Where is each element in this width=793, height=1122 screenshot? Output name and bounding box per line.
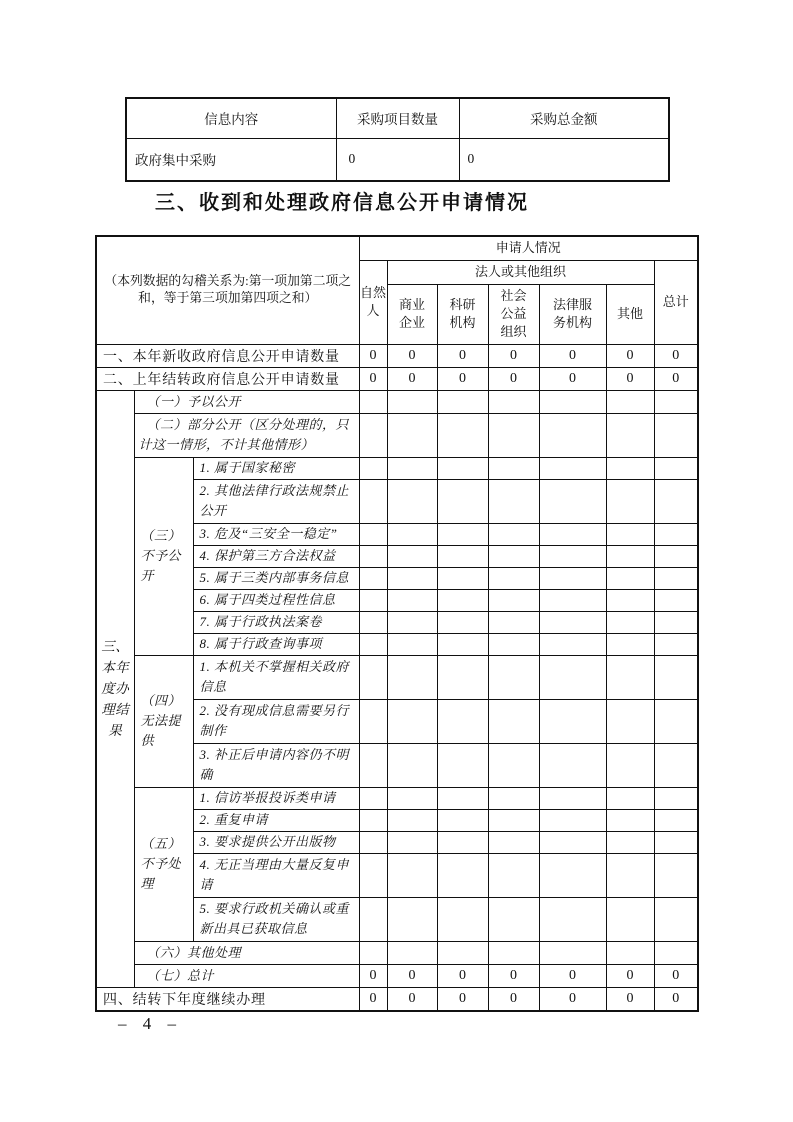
value-cell: 0 — [488, 964, 539, 987]
row-next-year-label: 四、结转下年度继续办理 — [96, 987, 359, 1011]
empty-value-cell — [488, 589, 539, 611]
empty-value-cell — [387, 699, 437, 743]
value-cell: 0 — [539, 344, 606, 367]
empty-value-cell — [437, 545, 488, 567]
value-cell: 0 — [437, 964, 488, 987]
value-cell: 0 — [606, 987, 654, 1011]
value-cell: 0 — [387, 987, 437, 1011]
header-total: 总计 — [654, 260, 698, 344]
empty-value-cell — [539, 831, 606, 853]
empty-value-cell — [387, 655, 437, 699]
item-label: 3. 要求提供公开出版物 — [193, 831, 359, 853]
empty-value-cell — [387, 545, 437, 567]
empty-value-cell — [359, 413, 387, 457]
row-new-label: 一、本年新收政府信息公开申请数量 — [96, 344, 359, 367]
empty-value-cell — [539, 941, 606, 964]
row-carry-label: 二、上年结转政府信息公开申请数量 — [96, 367, 359, 390]
empty-value-cell — [359, 809, 387, 831]
empty-value-cell — [387, 787, 437, 809]
empty-value-cell — [359, 897, 387, 941]
sub2-label: （二）部分公开（区分处理的，只计这一情形，不计其他情形） — [134, 413, 359, 457]
item-label: 3. 危及“三安全一稳定” — [193, 523, 359, 545]
empty-value-cell — [359, 941, 387, 964]
empty-value-cell — [437, 633, 488, 655]
empty-value-cell — [488, 699, 539, 743]
value-cell: 0 — [654, 367, 698, 390]
empty-value-cell — [654, 413, 698, 457]
empty-value-cell — [387, 853, 437, 897]
empty-value-cell — [437, 523, 488, 545]
empty-value-cell — [437, 743, 488, 787]
empty-value-cell — [387, 897, 437, 941]
sub7-label: （七）总计 — [134, 964, 359, 987]
header-legal-org-group: 法人或其他组织 — [387, 260, 654, 284]
empty-value-cell — [539, 479, 606, 523]
empty-value-cell — [488, 655, 539, 699]
empty-value-cell — [654, 633, 698, 655]
item-label: 4. 无正当理由大量反复申请 — [193, 853, 359, 897]
value-cell: 0 — [437, 367, 488, 390]
empty-value-cell — [606, 655, 654, 699]
value-cell: 0 — [606, 964, 654, 987]
row-next-year — [96, 987, 698, 1011]
empty-value-cell — [539, 457, 606, 479]
empty-value-cell — [539, 897, 606, 941]
empty-value-cell — [606, 897, 654, 941]
header-natural-person: 自然人 — [359, 260, 387, 344]
empty-value-cell — [539, 589, 606, 611]
empty-value-cell — [387, 809, 437, 831]
empty-value-cell — [539, 809, 606, 831]
value-cell: 0 — [654, 964, 698, 987]
empty-value-cell — [387, 831, 437, 853]
empty-value-cell — [539, 413, 606, 457]
empty-value-cell — [654, 809, 698, 831]
row-other-processing — [96, 941, 698, 964]
row-denied-item — [96, 457, 698, 479]
value-cell: 0 — [606, 367, 654, 390]
empty-value-cell — [359, 523, 387, 545]
empty-value-cell — [437, 787, 488, 809]
empty-value-cell — [437, 897, 488, 941]
empty-value-cell — [387, 611, 437, 633]
item-label: 1. 本机关不掌握相关政府信息 — [193, 655, 359, 699]
item-label: 1. 信访举报投诉类申请 — [193, 787, 359, 809]
empty-value-cell — [654, 611, 698, 633]
row-unavailable-item — [96, 655, 698, 699]
empty-value-cell — [437, 457, 488, 479]
empty-value-cell — [606, 589, 654, 611]
empty-value-cell — [539, 633, 606, 655]
value-cell: 0 — [387, 964, 437, 987]
header-social: 社会公益组织 — [488, 284, 539, 344]
procurement-header-row — [126, 98, 669, 138]
empty-value-cell — [606, 831, 654, 853]
empty-value-cell — [359, 699, 387, 743]
empty-value-cell — [387, 479, 437, 523]
empty-value-cell — [387, 413, 437, 457]
empty-value-cell — [654, 457, 698, 479]
empty-value-cell — [387, 523, 437, 545]
empty-value-cell — [359, 567, 387, 589]
empty-value-cell — [437, 413, 488, 457]
row-notprocessed-item — [96, 787, 698, 809]
empty-value-cell — [437, 479, 488, 523]
empty-value-cell — [359, 831, 387, 853]
value-cell: 0 — [437, 344, 488, 367]
empty-value-cell — [437, 611, 488, 633]
empty-value-cell — [606, 743, 654, 787]
empty-value-cell — [437, 809, 488, 831]
procurement-header-amount: 采购总金额 — [459, 98, 669, 138]
value-cell: 0 — [606, 344, 654, 367]
header-research: 科研机构 — [437, 284, 488, 344]
empty-value-cell — [359, 457, 387, 479]
item-label: 5. 要求行政机关确认或重新出具已获取信息 — [193, 897, 359, 941]
value-cell: 0 — [488, 987, 539, 1011]
empty-value-cell — [539, 853, 606, 897]
section-results-label: 三、本年度办理结果 — [96, 390, 134, 987]
row-carryover-applications — [96, 367, 698, 390]
sub5-label: （五）不予处理 — [134, 787, 193, 941]
item-label: 4. 保护第三方合法权益 — [193, 545, 359, 567]
empty-value-cell — [654, 853, 698, 897]
empty-value-cell — [359, 390, 387, 413]
empty-value-cell — [539, 787, 606, 809]
empty-value-cell — [359, 743, 387, 787]
value-cell: 0 — [387, 344, 437, 367]
empty-value-cell — [488, 941, 539, 964]
empty-value-cell — [359, 479, 387, 523]
sub4-label: （四）无法提供 — [134, 655, 193, 787]
procurement-amount-value: 0 — [459, 138, 669, 181]
empty-value-cell — [654, 655, 698, 699]
empty-value-cell — [488, 743, 539, 787]
page-number: – 4 – — [118, 1014, 179, 1033]
empty-value-cell — [606, 611, 654, 633]
item-label: 2. 重复申请 — [193, 809, 359, 831]
empty-value-cell — [606, 699, 654, 743]
empty-value-cell — [606, 479, 654, 523]
header-legal-service: 法律服务机构 — [539, 284, 606, 344]
header-other: 其他 — [606, 284, 654, 344]
item-label: 6. 属于四类过程性信息 — [193, 589, 359, 611]
empty-value-cell — [654, 479, 698, 523]
value-cell: 0 — [488, 344, 539, 367]
note-cell: （本列数据的勾稽关系为:第一项加第二项之和，等于第三项加第四项之和） — [96, 236, 359, 344]
empty-value-cell — [606, 853, 654, 897]
procurement-row-label: 政府集中采购 — [126, 138, 336, 181]
value-cell: 0 — [437, 987, 488, 1011]
value-cell: 0 — [359, 987, 387, 1011]
empty-value-cell — [437, 390, 488, 413]
procurement-data-row — [126, 138, 669, 181]
empty-value-cell — [606, 390, 654, 413]
empty-value-cell — [359, 611, 387, 633]
empty-value-cell — [654, 743, 698, 787]
empty-value-cell — [437, 853, 488, 897]
empty-value-cell — [359, 633, 387, 655]
empty-value-cell — [539, 699, 606, 743]
empty-value-cell — [539, 523, 606, 545]
empty-value-cell — [654, 699, 698, 743]
header-row-1 — [96, 236, 698, 260]
empty-value-cell — [539, 390, 606, 413]
empty-value-cell — [654, 390, 698, 413]
empty-value-cell — [654, 589, 698, 611]
empty-value-cell — [488, 633, 539, 655]
empty-value-cell — [359, 589, 387, 611]
empty-value-cell — [488, 390, 539, 413]
value-cell: 0 — [488, 367, 539, 390]
empty-value-cell — [387, 743, 437, 787]
sub6-label: （六）其他处理 — [134, 941, 359, 964]
value-cell: 0 — [359, 367, 387, 390]
empty-value-cell — [387, 941, 437, 964]
value-cell: 0 — [654, 987, 698, 1011]
empty-value-cell — [654, 787, 698, 809]
empty-value-cell — [488, 457, 539, 479]
empty-value-cell — [606, 545, 654, 567]
empty-value-cell — [387, 567, 437, 589]
empty-value-cell — [606, 809, 654, 831]
row-subtotal — [96, 964, 698, 987]
empty-value-cell — [387, 589, 437, 611]
value-cell: 0 — [539, 964, 606, 987]
item-label: 3. 补正后申请内容仍不明确 — [193, 743, 359, 787]
value-cell: 0 — [359, 344, 387, 367]
procurement-header-qty: 采购项目数量 — [336, 98, 459, 138]
empty-value-cell — [387, 633, 437, 655]
value-cell: 0 — [387, 367, 437, 390]
value-cell: 0 — [654, 344, 698, 367]
value-cell: 0 — [359, 964, 387, 987]
empty-value-cell — [488, 567, 539, 589]
empty-value-cell — [606, 941, 654, 964]
row-new-applications — [96, 344, 698, 367]
item-label: 2. 没有现成信息需要另行制作 — [193, 699, 359, 743]
item-label: 2. 其他法律行政法规禁止公开 — [193, 479, 359, 523]
empty-value-cell — [488, 545, 539, 567]
empty-value-cell — [488, 413, 539, 457]
empty-value-cell — [488, 523, 539, 545]
item-label: 7. 属于行政执法案卷 — [193, 611, 359, 633]
procurement-header-info: 信息内容 — [126, 98, 336, 138]
empty-value-cell — [488, 479, 539, 523]
empty-value-cell — [437, 831, 488, 853]
empty-value-cell — [539, 611, 606, 633]
empty-value-cell — [488, 809, 539, 831]
empty-value-cell — [359, 655, 387, 699]
row-results-partial — [96, 413, 698, 457]
item-label: 1. 属于国家秘密 — [193, 457, 359, 479]
empty-value-cell — [488, 787, 539, 809]
empty-value-cell — [488, 611, 539, 633]
sub3-label: （三）不予公开 — [134, 457, 193, 655]
empty-value-cell — [437, 941, 488, 964]
empty-value-cell — [606, 523, 654, 545]
empty-value-cell — [654, 831, 698, 853]
empty-value-cell — [654, 545, 698, 567]
empty-value-cell — [359, 545, 387, 567]
empty-value-cell — [488, 831, 539, 853]
header-commercial: 商业企业 — [387, 284, 437, 344]
section-heading: 三、收到和处理政府信息公开申请情况 — [155, 192, 529, 214]
item-label: 8. 属于行政查询事项 — [193, 633, 359, 655]
header-applicant-group: 申请人情况 — [359, 236, 698, 260]
empty-value-cell — [654, 941, 698, 964]
empty-value-cell — [488, 853, 539, 897]
empty-value-cell — [539, 567, 606, 589]
row-results-granted — [96, 390, 698, 413]
empty-value-cell — [387, 390, 437, 413]
empty-value-cell — [654, 567, 698, 589]
procurement-qty-value: 0 — [336, 138, 459, 181]
empty-value-cell — [359, 787, 387, 809]
empty-value-cell — [606, 457, 654, 479]
sub1-label: （一）予以公开 — [134, 390, 359, 413]
empty-value-cell — [654, 523, 698, 545]
empty-value-cell — [606, 413, 654, 457]
empty-value-cell — [437, 655, 488, 699]
item-label: 5. 属于三类内部事务信息 — [193, 567, 359, 589]
empty-value-cell — [387, 457, 437, 479]
empty-value-cell — [606, 633, 654, 655]
value-cell: 0 — [539, 367, 606, 390]
empty-value-cell — [488, 897, 539, 941]
empty-value-cell — [654, 897, 698, 941]
empty-value-cell — [539, 545, 606, 567]
empty-value-cell — [437, 589, 488, 611]
empty-value-cell — [437, 567, 488, 589]
value-cell: 0 — [539, 987, 606, 1011]
empty-value-cell — [606, 567, 654, 589]
empty-value-cell — [437, 699, 488, 743]
procurement-table — [125, 97, 670, 182]
empty-value-cell — [539, 655, 606, 699]
applications-table — [95, 235, 699, 1012]
empty-value-cell — [359, 853, 387, 897]
empty-value-cell — [606, 787, 654, 809]
empty-value-cell — [539, 743, 606, 787]
